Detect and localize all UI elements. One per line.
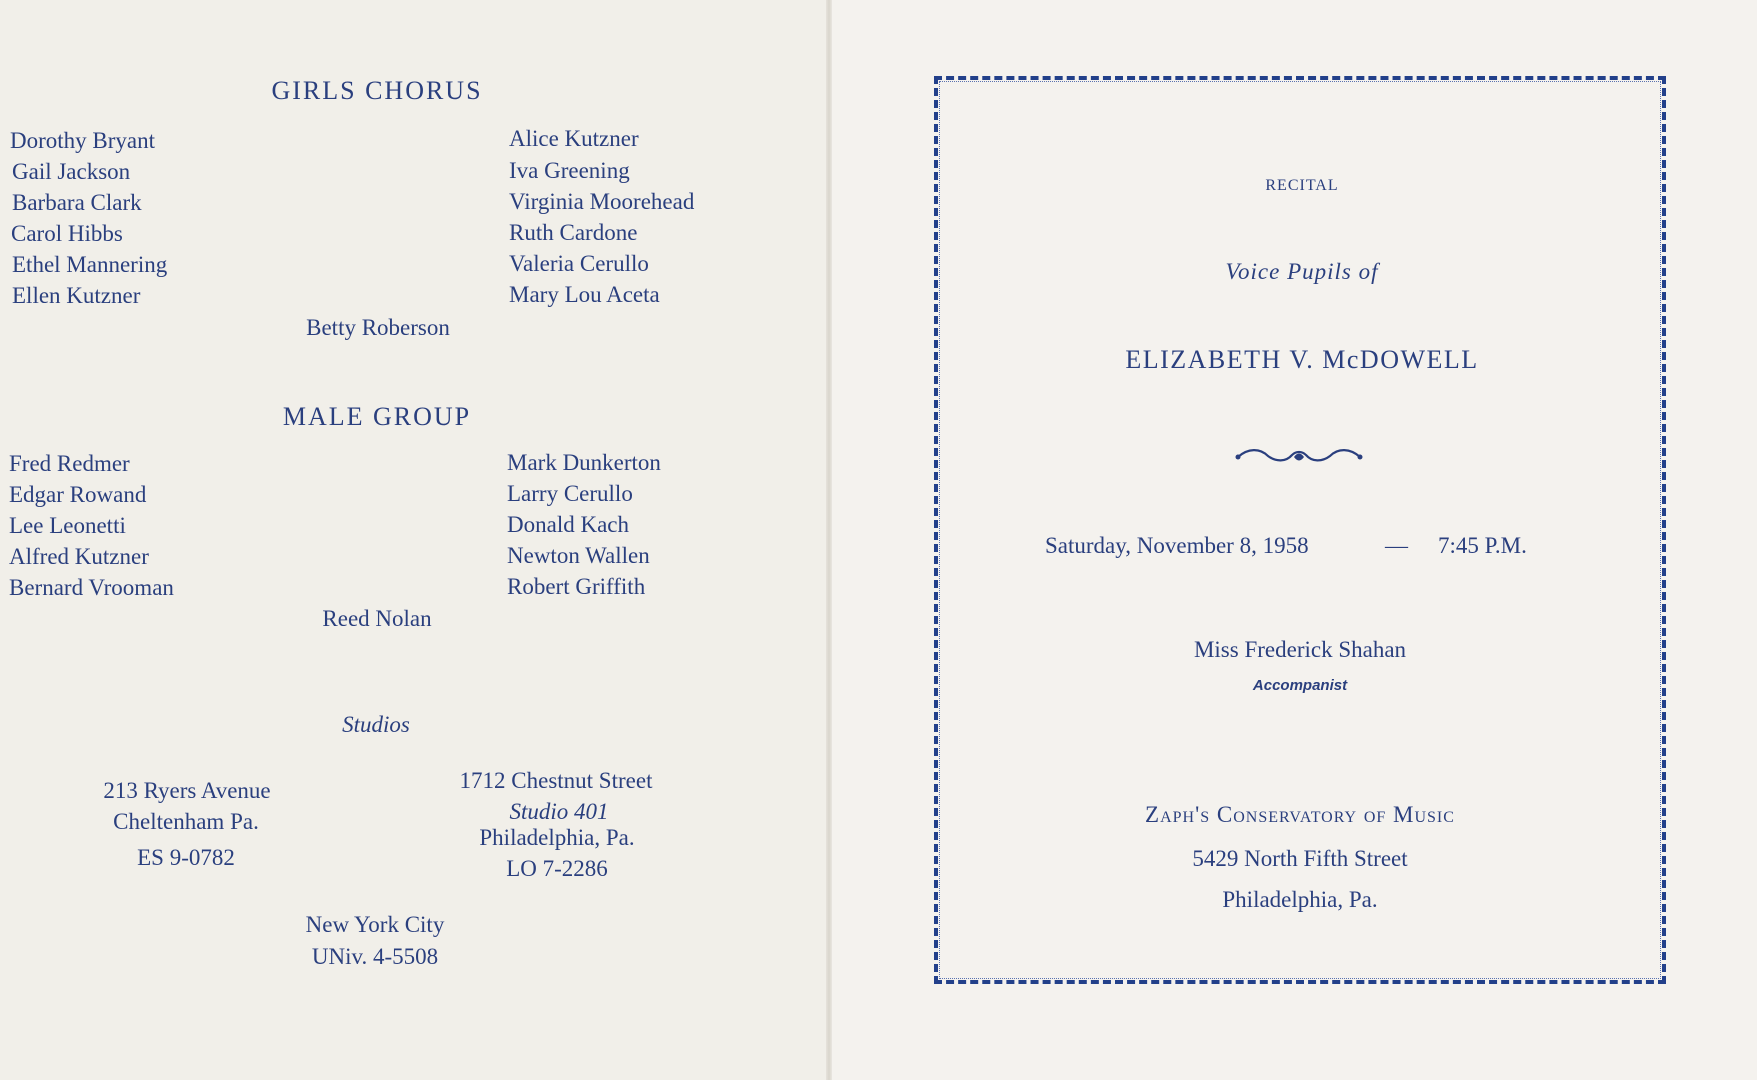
male-left-name-4: Alfred Kutzner xyxy=(9,544,149,569)
girls-right-name-5: Valeria Cerullo xyxy=(509,251,649,276)
girls-right-name-4: Ruth Cardone xyxy=(509,220,638,245)
recital-label: RECITAL xyxy=(1265,177,1339,194)
male-group-heading: MALE GROUP xyxy=(282,402,472,431)
philadelphia-studio-number: Studio 401 xyxy=(509,799,609,824)
girls-left-name-1: Dorothy Bryant xyxy=(10,128,156,153)
philadelphia-studio-street: 1712 Chestnut Street xyxy=(459,768,653,793)
girls-left-name-3: Barbara Clark xyxy=(12,190,142,215)
male-right-name-3: Donald Kach xyxy=(507,512,629,537)
cheltenham-street: 213 Ryers Avenue xyxy=(103,778,271,803)
male-right-name-1: Mark Dunkerton xyxy=(507,450,661,475)
girls-right-name-2: Iva Greening xyxy=(509,158,630,183)
girls-right-name-6: Mary Lou Aceta xyxy=(509,282,660,307)
teacher-name: ELIZABETH V. McDOWELL xyxy=(1125,345,1479,374)
new-york-city: New York City xyxy=(305,912,445,937)
recital-subtitle: Voice Pupils of xyxy=(1225,259,1379,284)
cheltenham-phone: ES 9-0782 xyxy=(137,845,235,870)
studios-heading: Studios xyxy=(342,712,410,737)
cover-border-inner xyxy=(939,81,1661,979)
girls-left-name-2: Gail Jackson xyxy=(12,159,131,184)
philadelphia-studio-phone: LO 7-2286 xyxy=(506,856,608,881)
girls-left-name-4: Carol Hibbs xyxy=(11,221,123,246)
girls-chorus-heading: GIRLS CHORUS xyxy=(271,76,483,105)
male-left-name-3: Lee Leonetti xyxy=(9,513,126,538)
ornament-flourish-icon xyxy=(1234,446,1364,468)
male-left-name-5: Bernard Vrooman xyxy=(9,575,174,600)
male-left-name-2: Edgar Rowand xyxy=(9,482,147,507)
male-right-name-4: Newton Wallen xyxy=(507,543,650,568)
girls-left-name-6: Ellen Kutzner xyxy=(12,283,141,308)
male-center-name: Reed Nolan xyxy=(322,606,432,631)
venue-street: 5429 North Fifth Street xyxy=(1192,846,1408,871)
girls-right-name-1: Alice Kutzner xyxy=(509,126,639,151)
male-right-name-2: Larry Cerullo xyxy=(507,481,633,506)
accompanist-name: Miss Frederick Shahan xyxy=(1193,637,1407,662)
accompanist-role: Accompanist xyxy=(1252,677,1348,694)
page-fold xyxy=(826,0,832,1080)
male-right-name-5: Robert Griffith xyxy=(507,574,646,599)
girls-left-name-5: Ethel Mannering xyxy=(12,252,168,277)
girls-right-name-3: Virginia Moorehead xyxy=(509,189,695,214)
philadelphia-studio-city: Philadelphia, Pa. xyxy=(479,825,635,850)
recital-date: Saturday, November 8, 1958 xyxy=(1045,533,1309,558)
date-time-dash: — xyxy=(1385,533,1408,558)
recital-time: 7:45 P.M. xyxy=(1438,533,1527,558)
new-york-phone: UNiv. 4-5508 xyxy=(311,944,439,969)
cheltenham-city: Cheltenham Pa. xyxy=(113,809,259,834)
girls-center-name: Betty Roberson xyxy=(306,315,450,340)
venue-name: Zaph's Conservatory of Music xyxy=(1145,802,1455,827)
male-left-name-1: Fred Redmer xyxy=(9,451,130,476)
venue-city: Philadelphia, Pa. xyxy=(1222,887,1378,912)
